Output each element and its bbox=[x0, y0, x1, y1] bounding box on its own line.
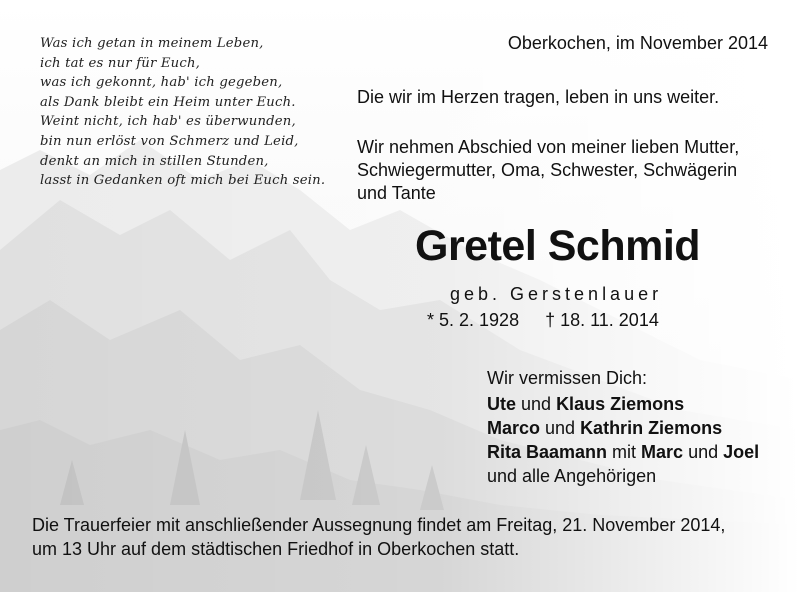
mourner-line bbox=[487, 416, 759, 440]
mourner-name: Joel bbox=[723, 442, 760, 462]
mourner-name: Kathrin Ziemons bbox=[580, 418, 723, 438]
deceased-name: Gretel Schmid bbox=[415, 222, 701, 270]
mourner-name: Ute bbox=[487, 394, 517, 414]
mourner-name: Rita Baamann bbox=[487, 442, 608, 462]
mourner-name: Marc bbox=[641, 442, 684, 462]
mourners-intro: Wir vermissen Dich: bbox=[487, 368, 648, 388]
place-and-date: Oberkochen, im November 2014 bbox=[507, 33, 768, 53]
funeral-service-info bbox=[32, 513, 782, 561]
birth-name: geb. Gerstenlauer bbox=[450, 284, 663, 304]
poem-line: bin nun erlöst von Schmerz und Leid, bbox=[40, 133, 299, 149]
poem-line: was ich gekonnt, hab' ich gegeben, bbox=[40, 75, 283, 91]
motto: Die wir im Herzen tragen, leben in uns weiter. bbox=[357, 87, 720, 107]
mourner-line bbox=[487, 392, 759, 416]
connector-text: und bbox=[516, 394, 557, 414]
poem-line: denkt an mich in stillen Stunden, bbox=[40, 153, 269, 169]
mourner-line bbox=[487, 440, 759, 464]
farewell-text: Wir nehmen Abschied von meiner lieben Mutter, Schwiegermutter, Oma, Schwester, Schwägerin und Tante bbox=[357, 137, 740, 203]
mourners-list bbox=[487, 392, 759, 488]
life-dates bbox=[427, 310, 659, 331]
connector-text: mit bbox=[607, 442, 642, 462]
poem-line: ich tat es nur für Euch, bbox=[40, 55, 201, 71]
connector-text: und bbox=[683, 442, 724, 462]
poem-line: lasst in Gedanken oft mich bei Euch sein. bbox=[40, 173, 326, 189]
poem-line: als Dank bleibt ein Heim unter Euch. bbox=[40, 94, 296, 110]
mourner-name: Marco bbox=[487, 418, 541, 438]
service-line: Die Trauerfeier mit anschließender Aussegnung findet am Freitag, 21. November 2014, bbox=[32, 515, 726, 535]
connector-text: und alle Angehörigen bbox=[487, 466, 657, 486]
poem-line: Was ich getan in meinem Leben, bbox=[40, 36, 264, 51]
death-date: † 18. 11. 2014 bbox=[545, 310, 659, 330]
mourner-line bbox=[487, 464, 759, 488]
birth-date: * 5. 2. 1928 bbox=[427, 310, 520, 330]
mourner-name: Klaus Ziemons bbox=[556, 394, 685, 414]
memorial-poem bbox=[40, 34, 360, 191]
poem-line: Weint nicht, ich hab' es überwunden, bbox=[40, 114, 296, 130]
connector-text: und bbox=[540, 418, 581, 438]
service-line: um 13 Uhr auf dem städtischen Friedhof in Oberkochen statt. bbox=[32, 539, 520, 559]
